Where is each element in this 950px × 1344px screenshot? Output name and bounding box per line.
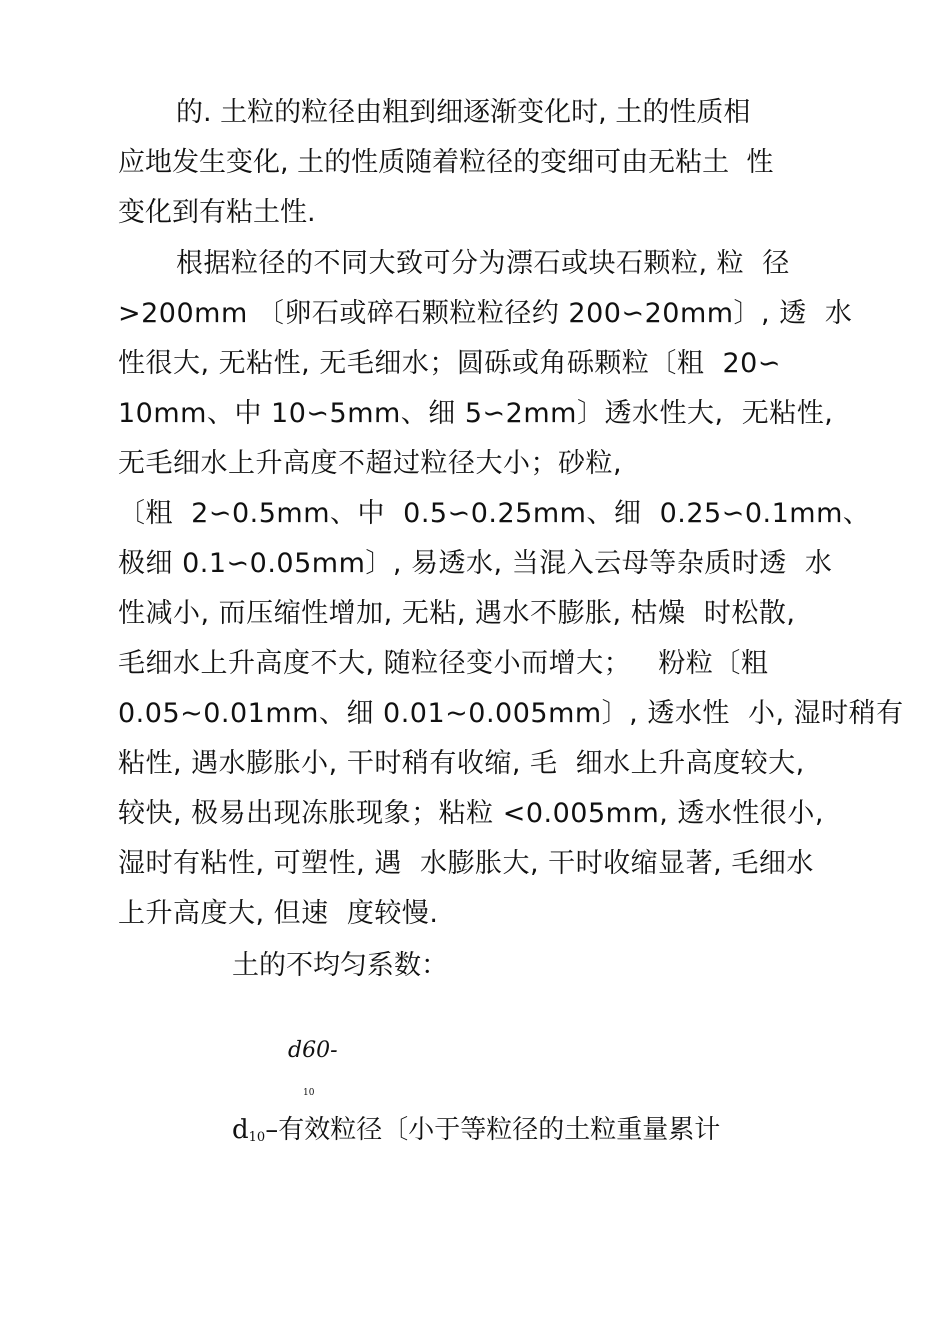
text-line: 湿时有粘性, 可塑性, 遇 水膨胀大, 干时收缩显著, 毛细水 <box>118 848 814 879</box>
text-line: 0.05~0.01mm、细 0.01~0.005mm〕, 透水性 小, 湿时稍有 <box>118 698 904 729</box>
text-line: 变化到有粘土性. <box>118 197 316 228</box>
definition-text: –有效粒径〔小于等粒径的土粒重量累计 <box>265 1115 721 1145</box>
text-line: 上升高度大, 但速 度较慢. <box>118 898 439 929</box>
text-line: 应地发生变化, 土的性质随着粒径的变细可由无粘土 性 <box>118 147 774 178</box>
text-line: 的. 土粒的粒径由粗到细逐渐变化时, 土的性质相 <box>176 97 751 128</box>
text-line: 极细 0.1∽0.05mm〕, 易透水, 当混入云母等杂质时透 水 <box>118 548 833 579</box>
text-line: 〔粗 2∽0.5mm、中 0.5∽0.25mm、细 0.25∽0.1mm、 <box>118 498 871 529</box>
text-line: >200mm 〔卵石或碎石颗粒粒径约 200∽20mm〕, 透 水 <box>118 298 853 329</box>
text-line: 10mm、中 10∽5mm、细 5∽2mm〕透水性大, 无粘性, <box>118 398 834 429</box>
text-line: 性减小, 而压缩性增加, 无粘, 遇水不膨胀, 枯燥 时松散, <box>118 598 796 629</box>
text-line: 毛细水上升高度不大, 随粒径变小而增大； 粉粒〔粗 <box>118 648 769 679</box>
text-line: 无毛细水上升高度不超过粒径大小；砂粒, <box>118 448 623 479</box>
text-line: 粘性, 遇水膨胀小, 干时稍有收缩, 毛 细水上升高度较大, <box>118 748 805 779</box>
definition-subscript: 10 <box>248 1130 266 1145</box>
text-line: 性很大, 无粘性, 无毛细水；圆砾或角砾颗粒〔粗 20∽ <box>118 348 781 379</box>
text-line: 根据粒径的不同大致可分为漂石或块石颗粒, 粒 径 <box>176 248 790 279</box>
formula-numerator: d60- <box>288 1038 338 1063</box>
text-line: 土的不均匀系数： <box>232 950 448 981</box>
definition-symbol: d <box>232 1115 249 1145</box>
definition-line <box>232 1112 720 1156</box>
text-line: 较快, 极易出现冻胀现象；粘粒 <0.005mm, 透水性很小, <box>118 798 825 829</box>
formula-subscript: 10 <box>303 1088 315 1098</box>
